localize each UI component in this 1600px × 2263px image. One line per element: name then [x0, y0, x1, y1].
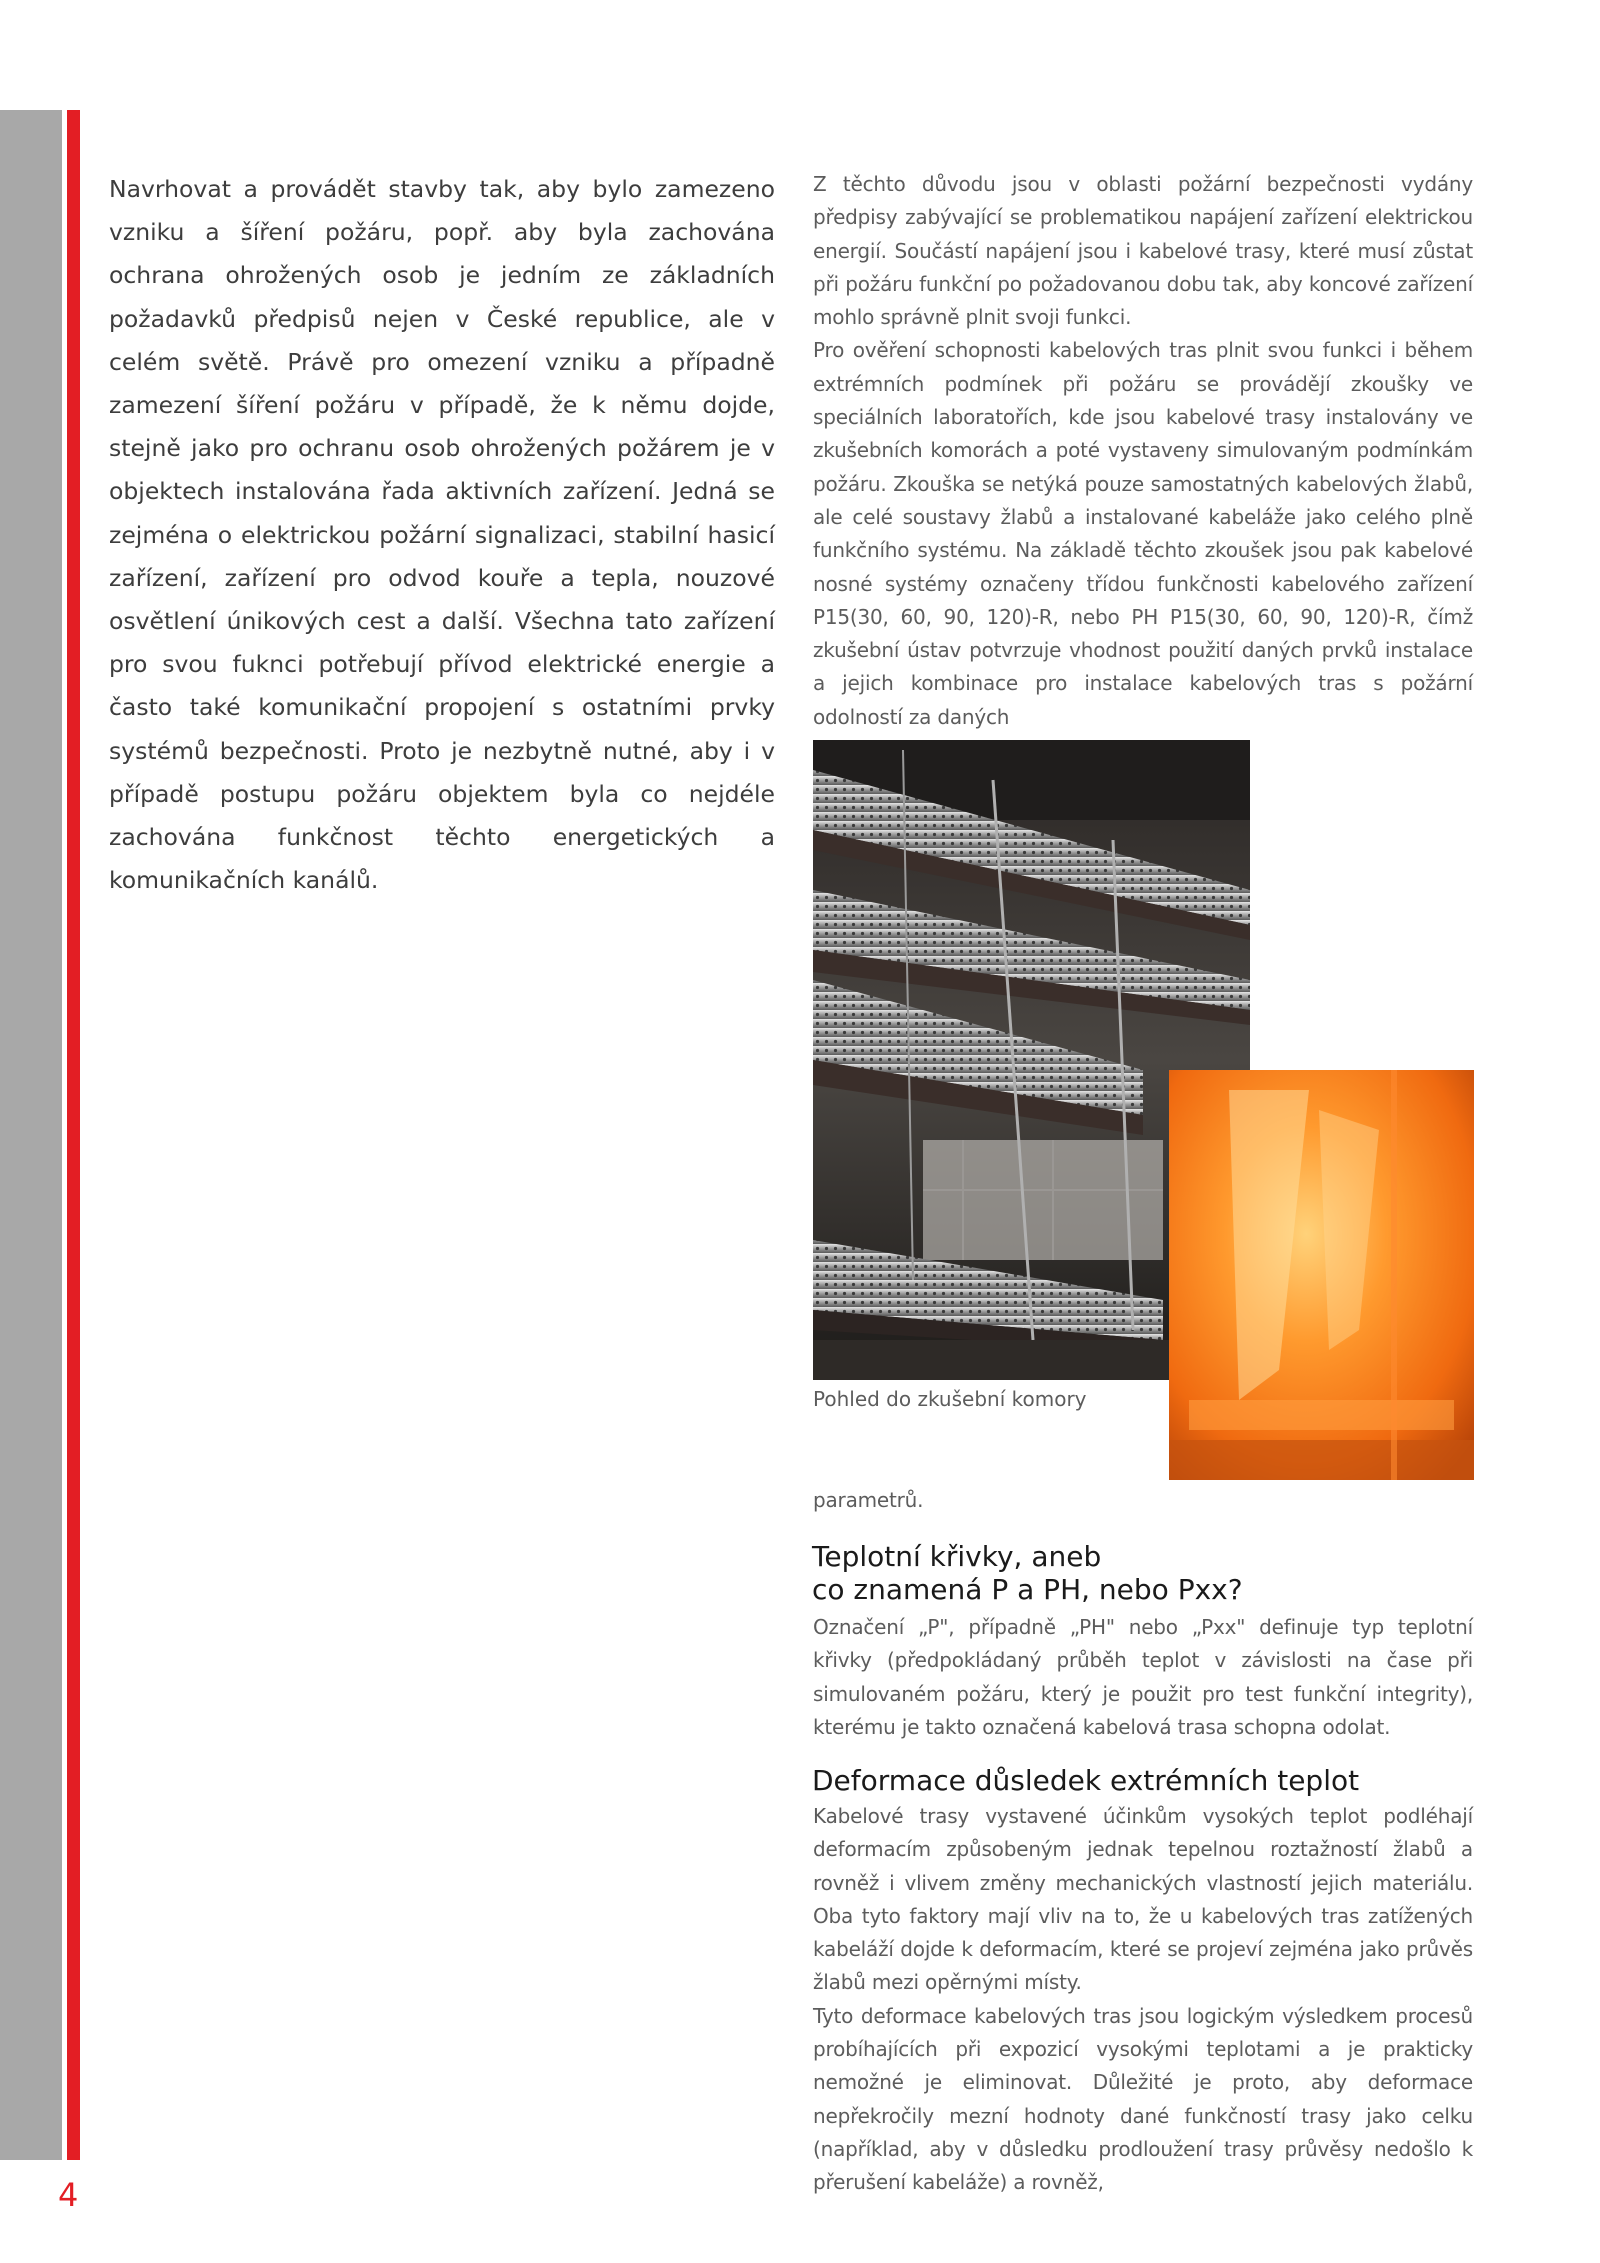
left-column-text: Navrhovat a provádět stavby tak, aby bylo zamezeno vzniku a šíření požáru, popř. aby byla zachována ochrana ohrožených osob je jedním ze základních požadavků předpisů nejen v České republice, ale v celém světě. Právě pro omezení vzniku a případně zamezení šíření požáru v případě, že k němu dojde, stejně jako pro ochranu osob ohrožených požárem je v objektech instalována řada aktivních zařízení. Jedná se zejména o elektrickou požární signalizaci, stabilní hasicí zařízení, zařízení pro odvod kouře a tepla, nouzové osvětlení únikových cest a další. Všechna tato zařízení pro svou fuknci potřebují přívod elektrické energie a často také komunikační propojení s ostatními prvky systémů bezpečnosti. Proto je nezbytně nutné, aby i v případě postupu požáru objektem byla co nejdéle zachována funkčnost těchto energetických a komunikačních kanálů.	[109, 175, 775, 895]
section2-body	[813, 1800, 1473, 2200]
section2-paragraph-1: Kabelové trasy vystavené účinkům vysokých teplot podléhají deformacím způsobeným jednak tepelnou roztažností žlabů a rovněž i vlivem změny mechanických vlastností jejich materiálu. Oba tyto faktory mají vliv na to, že u kabelových tras zatížených kabeláží dojde k deformacím, které se projeví zejména jako průvěs žlabů mezi opěrnými místy.	[813, 1804, 1473, 1995]
intro-paragraph-1: Z těchto důvodu jsou v oblasti požární bezpečnosti vydány předpisy zabývající se problematikou napájení zařízení elektrickou energií. Součástí napájení jsou i kabelové trasy, které musí zůstat při požáru funkční po požadovanou dobu tak, aby koncové zařízení mohlo správně plnit svoji funkci.	[813, 172, 1473, 330]
fire-test-photo	[1169, 1070, 1474, 1480]
photo-caption: Pohled do zkušební komory	[813, 1387, 1087, 1411]
section2-paragraph-2: Tyto deformace kabelových tras jsou logickým výsledkem procesů probíhajících při expozicí vysokými teplotami a je prakticky nemožné je eliminovat. Důležité je proto, aby deformace nepřekročily mezní hodnoty dané funkčností trasy jako celku (například, aby v důsledku prodloužení trasy průvěsy nedošlo k přerušení kabeláže) a rovněž,	[813, 2003, 1473, 2195]
section1-heading	[812, 1540, 1243, 1606]
right-column-intro	[813, 168, 1473, 734]
fire-glow-illustration	[1169, 1070, 1474, 1480]
section1-heading-line1: Teplotní křivky, aneb	[812, 1540, 1102, 1573]
section1-paragraph: Označení „P", případně „PH" nebo „Pxx" definuje typ teplotní křivky (předpokládaný průběh teplot v závislosti na čase při simulovaném požáru, který je použit pro test funkční integrity), kterému je takto označená kabelová trasa schopna odolat.	[813, 1615, 1473, 1739]
continuation-paragraph: parametrů.	[813, 1488, 924, 1512]
side-red-bar	[67, 110, 80, 2160]
continuation-text	[813, 1484, 1473, 1517]
side-gray-bar	[0, 110, 62, 2160]
section1-body	[813, 1611, 1473, 1744]
intro-paragraph-2: Pro ověření schopnosti kabelových tras plnit svou funkci i během extrémních podmínek při požáru se provádějí zkoušky ve speciálních laboratořích, kde jsou kabelové trasy instalovány ve zkušebních komorách a poté vystaveny simulovaným podmínkám požáru. Zkouška se netýká pouze samostatných kabelových žlabů, ale celé soustavy žlabů a instalované kabeláže jako celého plně funkčního systému. Na základě těchto zkoušek jsou pak kabelové nosné systémy označeny třídou funkčnosti kabelového zařízení P15(30, 60, 90, 120)-R, nebo PH P15(30, 60, 90, 120)-R, čímž zkušební ústav potvrzuje vhodnost použití daných prvků instalace a jejich kombinace pro instalace kabelových tras s požární odolností za daných	[813, 338, 1473, 729]
section2-heading: Deformace důsledek extrémních teplot	[812, 1764, 1360, 1797]
page-number: 4	[58, 2176, 79, 2214]
section1-heading-line2: co znamená P a PH, nebo Pxx?	[812, 1573, 1243, 1606]
